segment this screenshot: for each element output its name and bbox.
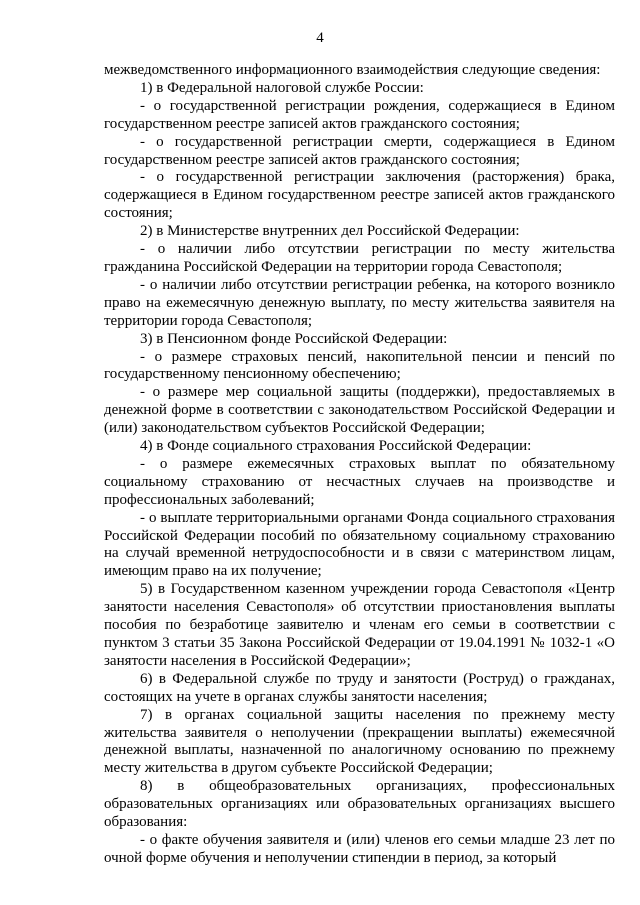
paragraph-marriage-registration: - о государственной регистрации заключения (расторжения) брака, содержащиеся в Едином государственном реестре записей актов гражданского состояния; [104,169,615,222]
paragraph-insurance-payments: - о размере ежемесячных страховых выплат по обязательному социальному страхованию от несчастных случаев на производстве и профессиональных заболеваний; [104,455,615,508]
paragraph-social-protection: - о размере мер социальной защиты (поддержки), предоставляемых в денежной форме в соответствии с законодательством Российской Федерации и (или) законодательством субъектов Российской Федерации; [104,384,615,437]
paragraph-item-1: 1) в Федеральной налоговой службе России: [140,79,424,96]
paragraph-pension-size: - о размере страховых пенсий, накопительной пенсии и пенсий по государственному пенсионному обеспечению; [104,348,615,383]
paragraph-item-8: 8) в общеобразовательных организациях, профессиональных образовательных организациях или образовательных организациях высшего образования: [104,778,615,831]
paragraph-item-3: 3) в Пенсионном фонде Российской Федерации: [140,330,448,347]
paragraph-item-6: 6) в Федеральной службе по труду и занятости (Роструд) о гражданах, состоящих на учете в органах службы занятости населения; [104,670,615,705]
paragraph-birth-registration: - о государственной регистрации рождения, содержащиеся в Едином государственном реестре записей актов гражданского состояния; [104,97,615,132]
paragraph-item-4: 4) в Фонде социального страхования Российской Федерации: [140,438,532,455]
paragraph-item-7: 7) в органах социальной защиты населения по прежнему месту жительства заявителя о неполучении (прекращении выплаты) ежемесячной денежной выплаты, назначенной по аналогичному основанию по прежнему месту жительства в другом субъекте Российской Федерации; [104,706,615,777]
paragraph-item-5: 5) в Государственном казенном учреждении города Севастополя «Центр занятости населения Севастополя» об отсутствии приостановления выплаты пособия по безработице заявителю и членам его семьи в соответствии с пунктом 3 статьи 35 Закона Российской Федерации от 19.04.1991 № 1032-1 «О занятости населения в Российской Федерации»; [104,581,615,669]
paragraph-death-registration: - о государственной регистрации смерти, содержащиеся в Едином государственном реестре записей актов гражданского состояния; [104,133,615,168]
paragraph-benefits-payment: - о выплате территориальными органами Фонда социального страхования Российской Федерации пособий по обязательному социальному страхованию на случай временной нетрудоспособности и в связи с материнством лицам, имеющим право на их получение; [104,509,615,580]
page-number: 4 [316,30,324,46]
paragraph-child-registration: - о наличии либо отсутствии регистрации ребенка, на которого возникло право на ежемесячную денежную выплату, по месту жительства заявителя на территории города Севастополя; [104,276,615,329]
document-body [104,62,615,868]
paragraph-item-2: 2) в Министерстве внутренних дел Российской Федерации: [140,223,520,240]
paragraph-study-fact: - о факте обучения заявителя и (или) членов его семьи младше 23 лет по очной форме обучения и неполучении стипендии в период, за который [104,831,615,866]
paragraph-residence-registration: - о наличии либо отсутствии регистрации по месту жительства гражданина Российской Федерации на территории города Севастополя; [104,241,615,275]
paragraph-continuation: межведомственного информационного взаимодействия следующие сведения: [104,62,601,78]
